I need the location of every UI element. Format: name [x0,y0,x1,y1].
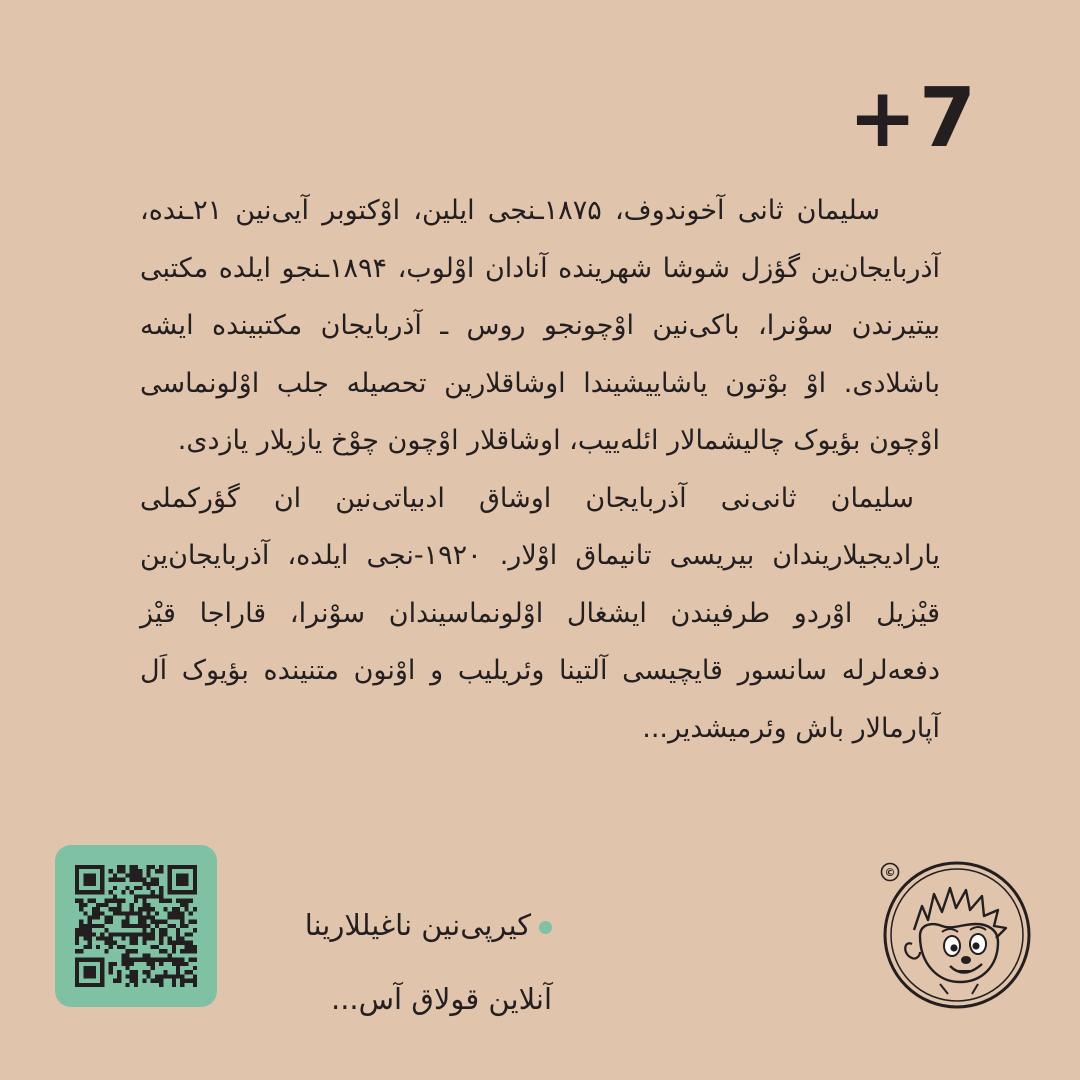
cta-line-1 [232,888,552,962]
cta-line-1-text: کیرپی‌نین ناغیللارینا [304,908,531,942]
qr-code-icon[interactable] [75,865,197,987]
hedgehog-logo-icon [882,860,1032,1010]
listen-online-cta[interactable] [232,888,552,1036]
biography-text [140,182,940,757]
age-badge: +7 [848,71,978,166]
paragraph-1: سلیمان ثانی آخوندوف، ۱۸۷۵ـنجی ایلین، اوْکتوبر آیی‌نین ۲۱ـنده، آذربایجان‌ین گؤزل شوشا شهرینده آنادان اوْلوب، ۱۸۹۴ـنجو ایلده مکتبی بیتیرندن سوْنرا، باکی‌نین اوْچونجو روس ـ آذربایجان مکتبینده ایشه باشلادی. اوْ بوْتون یاشاییشیندا اوشاقلارین تحصیله جلب اوْلونماسی اوْچون بؤیوک چالیشمالار ائله‌ییب، اوشاقلار اوْچون چوْخ یازیلار یازدی. [140,195,940,456]
qr-code-card[interactable] [55,845,217,1007]
copyright-symbol: © [884,866,896,879]
bullet-dot-icon [539,921,552,934]
cta-line-2: آنلاین قولاق آس... [330,982,552,1016]
paragraph-2: سلیمان ثانی‌نی آذربایجان اوشاق ادبیاتی‌نین ان گؤرکملی یارادیجیلاریندان بیریسی تانیماق اوْلار. ۱۹۲۰-نجی ایلده، آذربایجان‌ین قیْزیل اوْردو طرفیندن ایشغال اوْلونماسیندان سوْنرا، قاراجا قیْز دفعه‌لرله سانسور قایچیسی آلتینا وئریلیب و اوْنون متنینده بؤیوک اَل آپارمالار باش وئرمیشدیر... [140,482,940,744]
